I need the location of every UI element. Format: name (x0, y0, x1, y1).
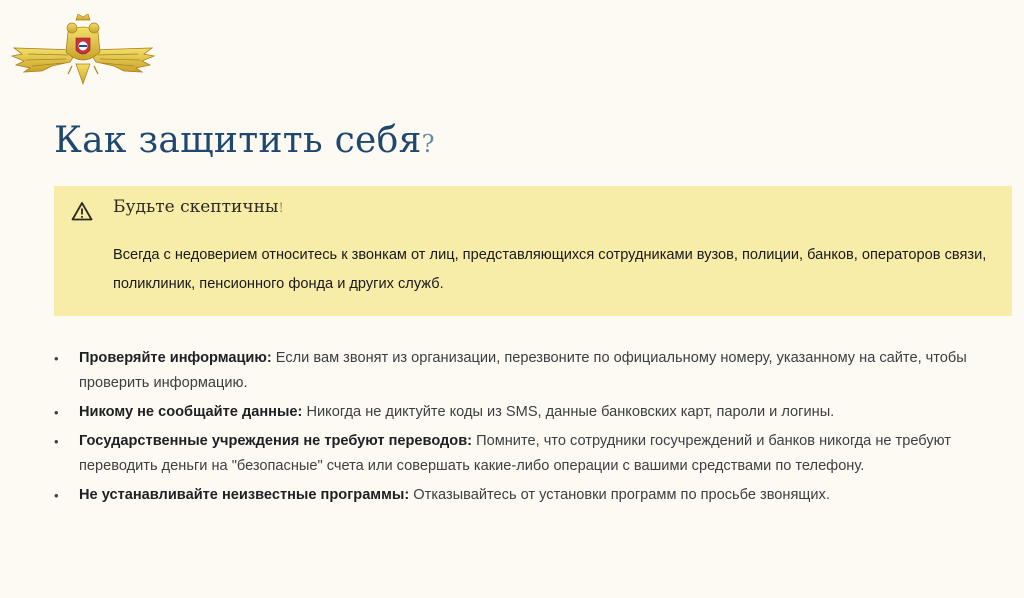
tip-text: Если вам звонят из организации, перезвоните по официальному номеру, указанному на сайте, чтобы проверить информацию. (79, 350, 967, 391)
tip-no-transfers (54, 429, 984, 479)
callout-heading: Будьте скептичны! (113, 197, 284, 217)
callout-text: Всегда с недоверием относитесь к звонкам от лиц, представляющихся сотрудниками вузов, полиции, банков, операторов связи, поликлиник, пенсионного фонда и других служб. (113, 247, 987, 292)
eagle-emblem-icon (8, 8, 158, 100)
tip-verify-information (54, 346, 984, 396)
bullet-icon: • (54, 405, 59, 420)
tip-do-not-share-data (54, 400, 984, 425)
bullet-icon: • (54, 488, 59, 503)
callout-heading-mark: ! (278, 201, 284, 216)
tip-title: Не устанавливайте неизвестные программы: (79, 487, 410, 503)
tip-title: Проверяйте информацию: (79, 350, 272, 366)
bullet-icon: • (54, 434, 59, 449)
tips-list (54, 346, 984, 512)
tip-text: Помните, что сотрудники госучреждений и банков никогда не требуют переводить деньги на "безопасные" счета или совершать какие-либо операции с вашими средствами по телефону. (79, 433, 951, 474)
title-question-mark: ? (421, 130, 435, 158)
tip-title: Государственные учреждения не требуют переводов: (79, 433, 473, 449)
page-title: Как защитить себя? (54, 120, 435, 161)
warning-icon (71, 201, 93, 221)
tip-title: Никому не сообщайте данные: (79, 404, 303, 420)
tip-text: Отказывайтесь от установки программ по просьбе звонящих. (413, 487, 830, 503)
bullet-icon: • (54, 351, 59, 366)
tip-text: Никогда не диктуйте коды из SMS, данные банковских карт, пароли и логины. (306, 404, 835, 420)
tip-no-unknown-programs (54, 483, 984, 508)
warning-callout (54, 186, 1012, 316)
